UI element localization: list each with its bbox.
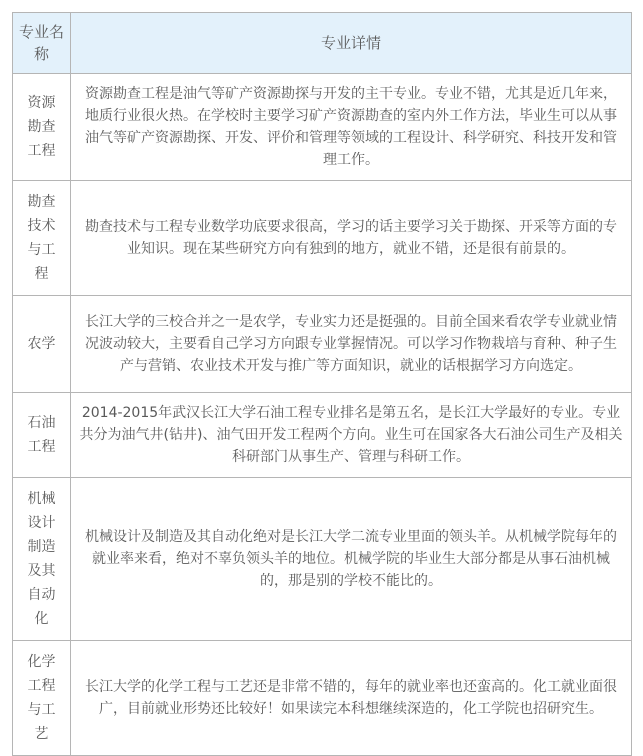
header-major-name: 专业名称 [13, 13, 71, 74]
major-name: 资源勘查工程 [13, 74, 71, 181]
table-row [13, 393, 632, 478]
header-row [13, 13, 632, 74]
table-row [13, 74, 632, 181]
major-detail: 资源勘查工程是油气等矿产资源勘探与开发的主干专业。专业不错，尤其是近几年来，地质行业很火热。在学校时主要学习矿产资源勘查的室内外工作方法，毕业生可以从事油气等矿产资源勘探、开发、评价和管理等领域的工程设计、科学研究、科技开发和管理工作。 [71, 74, 632, 181]
major-detail: 勘查技术与工程专业数学功底要求很高，学习的话主要学习关于勘探、开采等方面的专业知识。现在某些研究方向有独到的地方，就业不错，还是很有前景的。 [71, 181, 632, 296]
header-major-detail: 专业详情 [71, 13, 632, 74]
major-detail: 长江大学的化学工程与工艺还是非常不错的，每年的就业率也还蛮高的。化工就业面很广，目前就业形势还比较好！如果读完本科想继续深造的，化工学院也招研究生。 [71, 641, 632, 756]
major-detail: 长江大学的三校合并之一是农学，专业实力还是挺强的。目前全国来看农学专业就业情况波动较大，主要看自己学习方向跟专业掌握情况。可以学习作物栽培与育种、种子生产与营销、农业技术开发与推广等方面知识，就业的话根据学习方向选定。 [71, 296, 632, 393]
major-detail: 2014-2015年武汉长江大学石油工程专业排名是第五名，是长江大学最好的专业。专业共分为油气井(钻井)、油气田开发工程两个方向。业生可在国家各大石油公司生产及相关科研部门从事生产、管理与科研工作。 [71, 393, 632, 478]
major-name: 农学 [13, 296, 71, 393]
table-row [13, 181, 632, 296]
major-name: 勘查技术与工程 [13, 181, 71, 296]
table-row [13, 478, 632, 641]
major-name: 石油工程 [13, 393, 71, 478]
major-name: 化学工程与工艺 [13, 641, 71, 756]
majors-table [12, 12, 632, 756]
major-detail: 机械设计及制造及其自动化绝对是长江大学二流专业里面的领头羊。从机械学院每年的就业率来看，绝对不辜负领头羊的地位。机械学院的毕业生大部分都是从事石油机械的，那是别的学校不能比的。 [71, 478, 632, 641]
table-row [13, 296, 632, 393]
major-name: 机械设计制造及其自动化 [13, 478, 71, 641]
table-row [13, 641, 632, 756]
